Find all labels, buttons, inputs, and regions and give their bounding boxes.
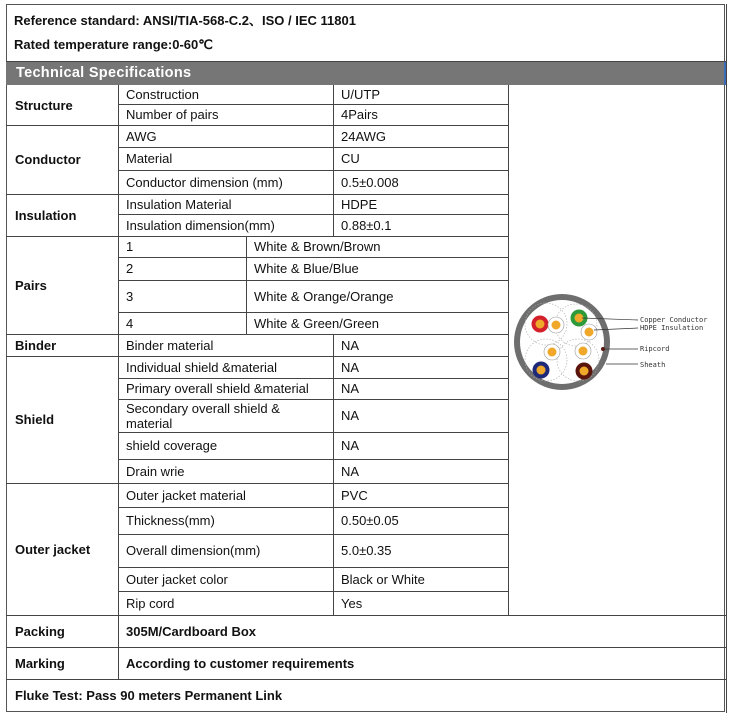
- spec-label: Primary overall shield &material: [126, 381, 309, 396]
- wire-blue: [533, 362, 550, 379]
- spec-value: HDPE: [341, 196, 378, 212]
- col-divider: [508, 85, 509, 615]
- spec-label: Thickness(mm): [126, 513, 215, 528]
- spec-label: Outer jacket material: [126, 487, 246, 503]
- spec-label: Construction: [126, 87, 199, 102]
- spec-value: 0.5±0.008: [341, 174, 399, 190]
- spec-label: Insulation Material: [126, 196, 232, 212]
- spec-label: 1: [126, 239, 134, 254]
- spec-label: Individual shield &material: [126, 359, 278, 375]
- fluke-test: Fluke Test: Pass 90 meters Permanent Link: [15, 687, 283, 703]
- spec-value: NA: [341, 408, 360, 423]
- section-title: Technical Specifications: [6, 62, 726, 85]
- group-label-conductor: Conductor: [15, 152, 81, 167]
- spec-value: 24AWG: [341, 128, 387, 144]
- cable-cross-section-diagram: [510, 292, 730, 397]
- spec-value: Yes: [341, 595, 363, 611]
- spec-label: 4: [126, 315, 134, 331]
- label-ripcord: Ripcord: [640, 345, 670, 353]
- group-label-insulation: Insulation: [15, 207, 77, 223]
- packing-value: 305M/Cardboard Box: [126, 623, 257, 639]
- label-hdpe-insulation: HDPE Insulation: [640, 324, 704, 332]
- wire-white-blue: [544, 344, 560, 360]
- spec-value: 5.0±0.35: [341, 543, 392, 558]
- spec-label: Binder material: [126, 337, 214, 353]
- spec-value: 0.88±0.1: [341, 217, 392, 233]
- spec-value: U/UTP: [341, 87, 380, 102]
- spec-label: Insulation dimension(mm): [126, 217, 275, 233]
- spec-value: NA: [341, 381, 360, 396]
- spec-label: Overall dimension(mm): [126, 543, 261, 558]
- spec-value: NA: [341, 438, 360, 453]
- sheath: [517, 297, 607, 387]
- wire-white-red: [548, 317, 564, 333]
- spec-label: Drain wrie: [126, 463, 185, 479]
- spec-label: 2: [126, 261, 134, 276]
- wire-white-brown: [575, 343, 591, 359]
- spec-label: Conductor dimension (mm): [126, 174, 283, 190]
- group-label-shield: Shield: [15, 412, 55, 427]
- spec-value: NA: [341, 463, 360, 479]
- spec-value: White & Orange/Orange: [254, 288, 394, 304]
- group-label-binder: Binder: [15, 337, 57, 353]
- spec-value: White & Brown/Brown: [254, 239, 381, 254]
- spec-value: 0.50±0.05: [341, 513, 399, 528]
- marking-value: According to customer requirements: [126, 655, 355, 671]
- reference-standard: Reference standard: ANSI/TIA-568-C.2、ISO / IEC 11801: [14, 13, 356, 28]
- marking-label: Marking: [15, 655, 65, 671]
- group-label-structure: Structure: [15, 97, 73, 113]
- spec-value: White & Blue/Blue: [254, 261, 359, 276]
- packing-label: Packing: [15, 623, 65, 639]
- spec-label: shield coverage: [126, 438, 218, 453]
- label-sheath: Sheath: [640, 361, 666, 369]
- label-copper-conductor: Copper Conductor: [640, 316, 708, 324]
- spec-label: Secondary overall shield & material: [126, 400, 280, 431]
- group-label-outer-jacket: Outer jacket: [15, 541, 91, 557]
- wire-white-green: [581, 324, 597, 340]
- spec-label: Number of pairs: [126, 107, 219, 122]
- ripcord: [601, 347, 605, 351]
- spec-label: 3: [126, 288, 134, 304]
- spec-value: White & Green/Green: [254, 315, 379, 331]
- temperature-range: Rated temperature range:0-60℃: [14, 37, 213, 52]
- spec-value: NA: [341, 359, 360, 375]
- spec-value: CU: [341, 151, 360, 166]
- spec-value: NA: [341, 337, 360, 353]
- spec-label: AWG: [126, 128, 157, 144]
- spec-value: 4Pairs: [341, 107, 378, 122]
- wire-brown: [576, 363, 593, 380]
- spec-label: Outer jacket color: [126, 571, 228, 587]
- spec-label: Material: [126, 151, 173, 166]
- spec-value: PVC: [341, 487, 368, 503]
- spec-value: Black or White: [341, 571, 425, 587]
- spec-label: Rip cord: [126, 595, 175, 611]
- wire-red: [532, 316, 549, 333]
- group-label-pairs: Pairs: [15, 277, 47, 293]
